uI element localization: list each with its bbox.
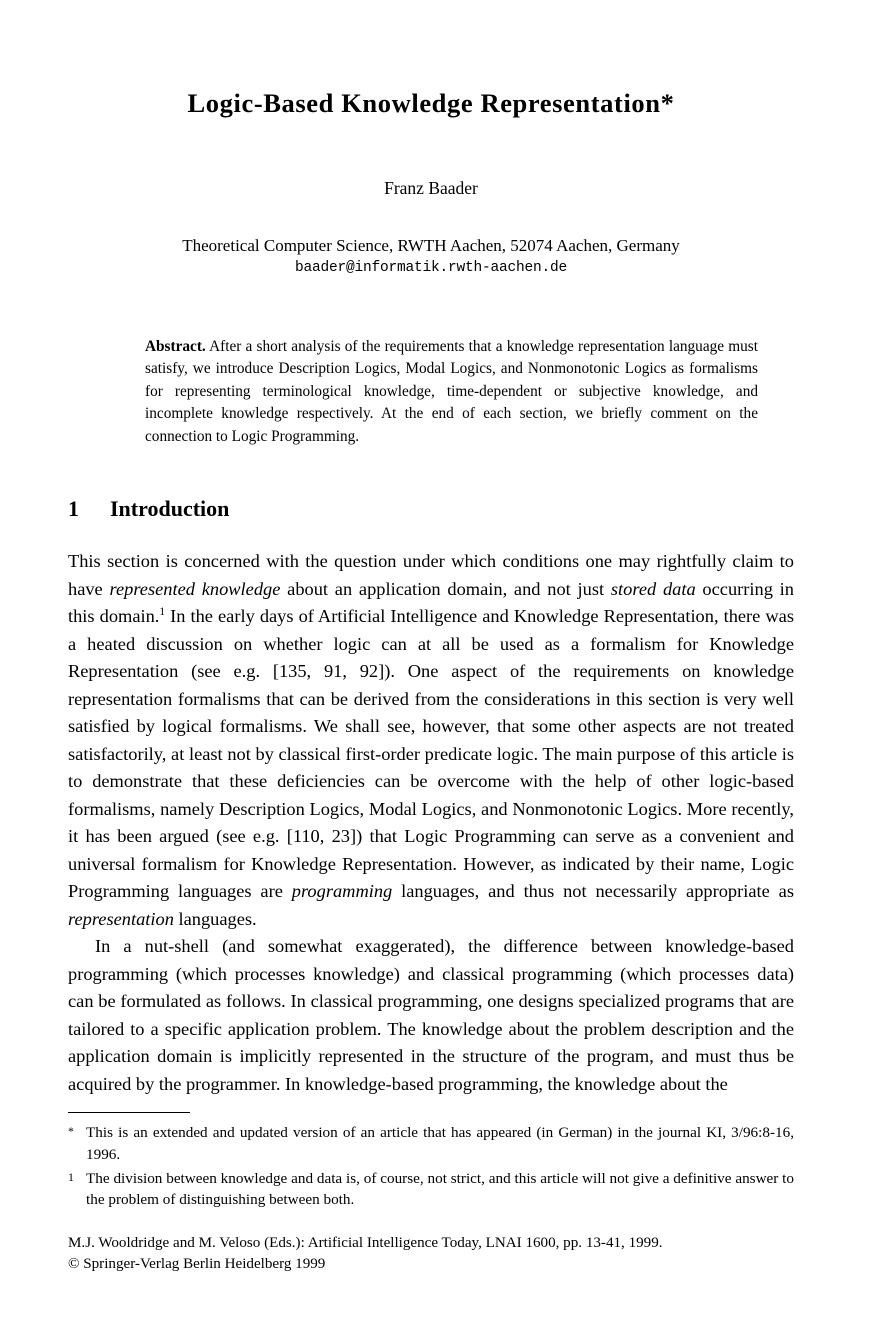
paragraph-2: In a nut-shell (and somewhat exaggerated), the difference between knowledge-based programming (which processes knowledge) and classical programming (which processes data) can be formulated as follows. In classical programming, one designs specialized programs that are tailored to a specific application problem. The knowledge about the problem description and the application domain is implicitly represented in the structure of the program, and must thus be acquired by the programmer. In knowledge-based programming, the knowledge about the [68, 936, 794, 1094]
p1-segment-6: languages. [173, 908, 257, 929]
body-text [68, 548, 794, 1098]
page-content [68, 0, 794, 1276]
abstract-label: Abstract. [145, 337, 206, 355]
footnote-star-text: This is an extended and updated version of an article that has appeared (in German) in the journal KI, 3/96:8-16, 1996. [86, 1124, 794, 1164]
p1-emphasis-programming: programming [291, 881, 393, 902]
footnote-one [68, 1168, 794, 1211]
page-title: Logic-Based Knowledge Representation* [187, 88, 675, 118]
p1-segment-1: This section is concerned with the question under which conditions one may rightfully claim to have [68, 551, 794, 599]
footnote-reference-1[interactable]: 1 [159, 606, 166, 619]
p1-segment-3: occurring in this domain. [68, 578, 794, 627]
p1-segment-2: about an application domain, and not just [280, 578, 611, 599]
footnotes-block [68, 1122, 794, 1210]
abstract-text: After a short analysis of the requirements that a knowledge representation language must satisfy, we introduce Description Logics, Modal Logics, and Nonmonotonic Logics as formalisms for representing terminological knowledge, time-dependent or subjective knowledge, and incomplete knowledge respectively. At the end of each section, we briefly comment on the connection to Logic Programming. [145, 337, 758, 445]
author-affiliation: Theoretical Computer Science, RWTH Aachen, 52074 Aachen, Germany [182, 235, 680, 255]
p1-segment-4: In the early days of Artificial Intelligence and Knowledge Representation, there was a heated discussion on whether logic can at all be used as a formalism for Knowledge Representation (see e.g. [135, 91, 92]). One aspect of the requirements on knowledge representation formalisms that can be derived from the considerations in this section is very well satisfied by logical formalisms. We shall see, however, that some other aspects are not treated satisfactorily, at least not by classical first-order predicate logic. The main purpose of this article is to demonstrate that these deficiencies can be overcome with the help of other logic-based formalisms, namely Description Logics, Modal Logics, and Nonmonotonic Logics. More recently, it has been argued (see e.g. [110, 23]) that Logic Programming can serve as a convenient and universal formalism for Knowledge Representation. However, as indicated by their name, Logic Programming languages are [68, 606, 794, 902]
p1-emphasis-representation: representation [68, 908, 174, 929]
footnote-one-marker: 1 [68, 1169, 74, 1184]
footnote-star [68, 1122, 794, 1165]
footnote-separator [68, 1112, 190, 1113]
section-title: Introduction [110, 496, 230, 522]
p1-segment-5: languages, and thus not necessarily appropriate as [392, 881, 794, 902]
p1-emphasis-stored-data: stored data [610, 578, 696, 599]
author-name: Franz Baader [384, 177, 478, 198]
footnote-one-text: The division between knowledge and data is, of course, not strict, and this article will not give a definitive answer to the problem of distinguishing between both. [86, 1169, 794, 1209]
section-heading [68, 496, 794, 522]
publisher-citation-line: M.J. Wooldridge and M. Veloso (Eds.): Artificial Intelligence Today, LNAI 1600, pp. 13-41, 1999. [68, 1234, 663, 1251]
abstract-block [145, 336, 758, 448]
publisher-footer [68, 1233, 794, 1276]
paragraph-1 [68, 548, 794, 933]
footnote-star-marker: * [68, 1124, 74, 1139]
publisher-copyright-line: © Springer-Verlag Berlin Heidelberg 1999 [68, 1256, 326, 1273]
author-email: baader@informatik.rwth-aachen.de [294, 259, 568, 276]
section-number: 1 [68, 496, 79, 522]
p1-emphasis-represented-knowledge: represented knowledge [109, 578, 281, 599]
